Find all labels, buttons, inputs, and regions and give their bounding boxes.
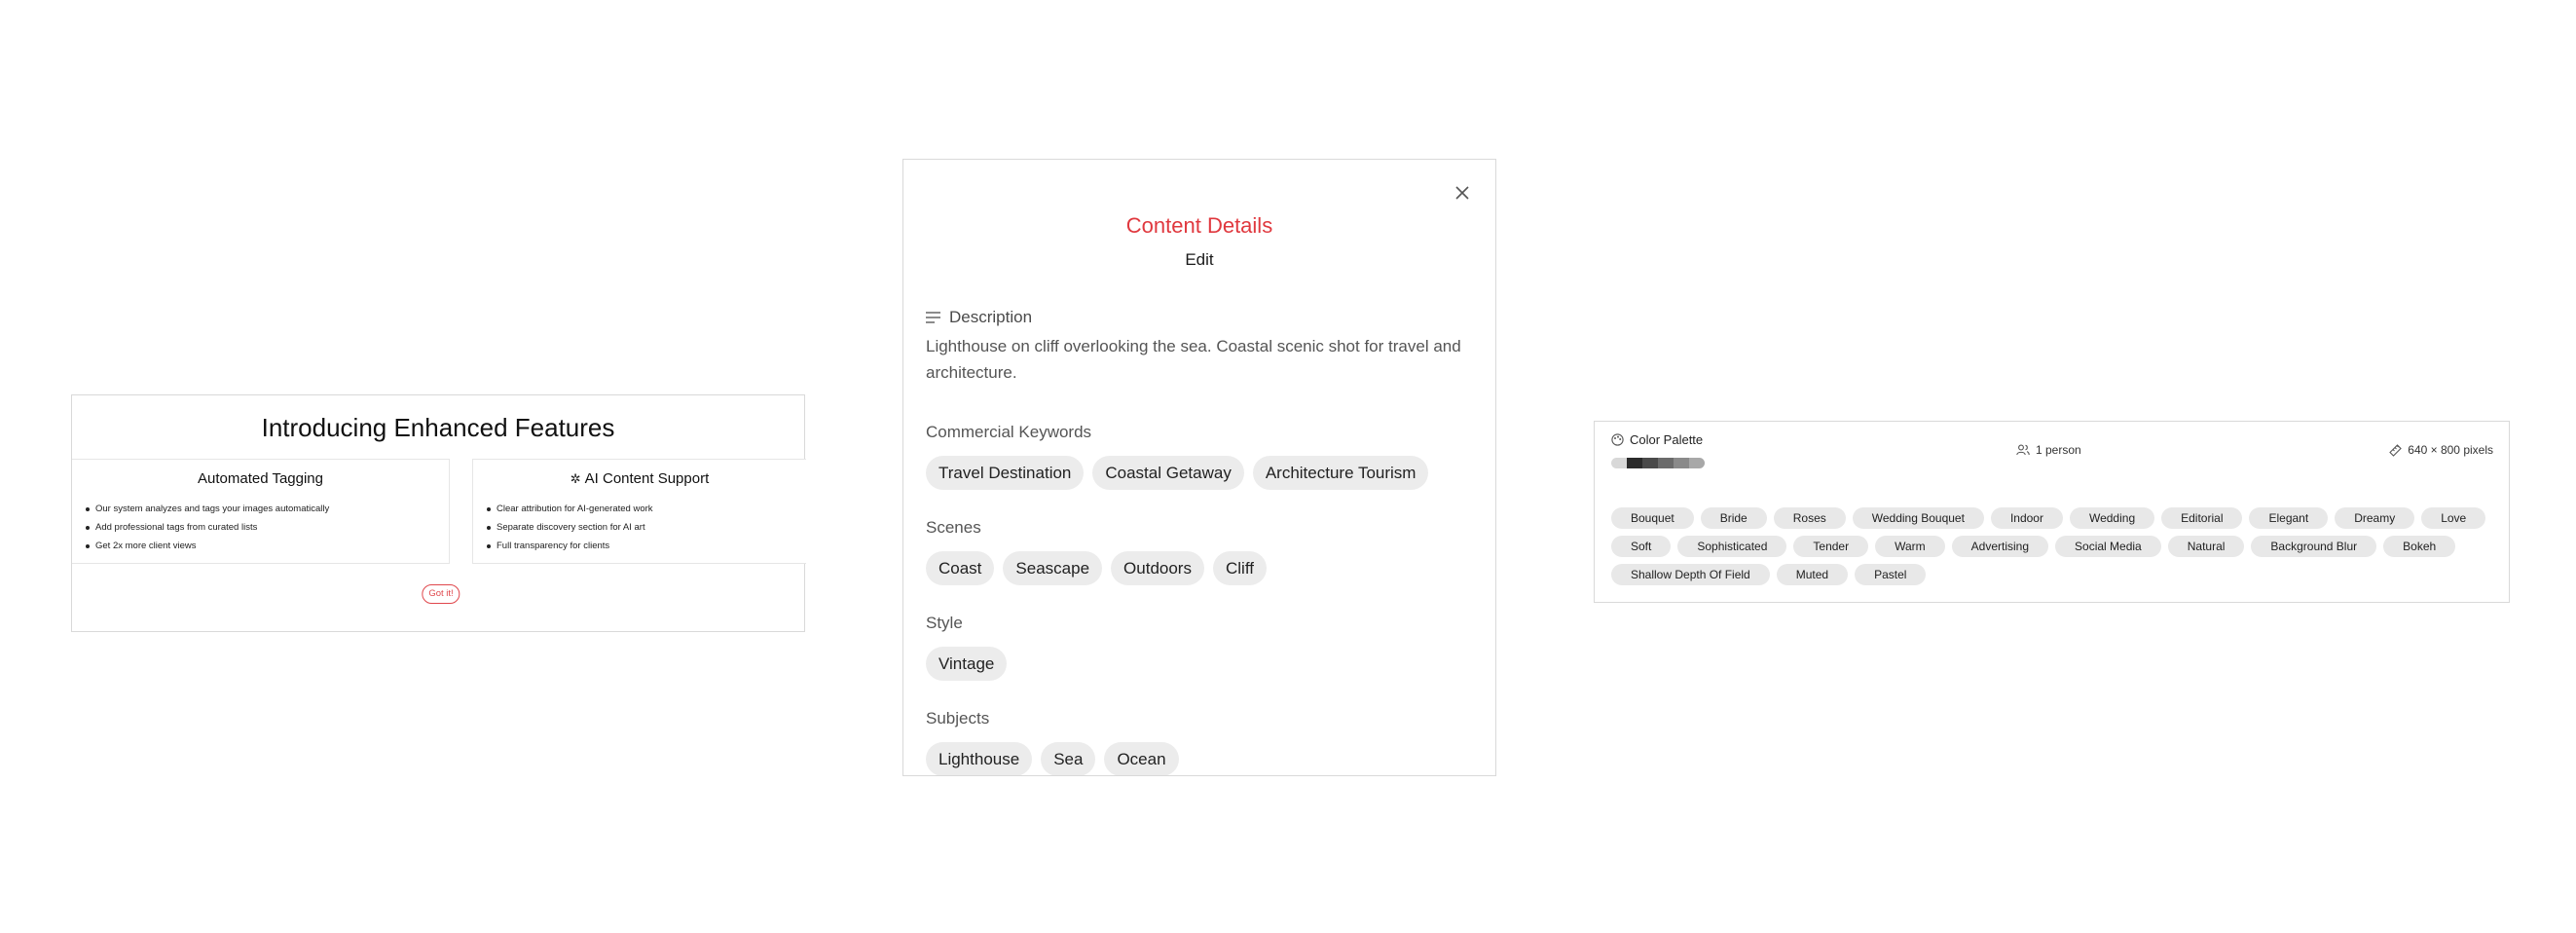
close-icon[interactable] [1454,185,1470,201]
tag-chip[interactable]: Dreamy [2335,507,2414,529]
tag-chip[interactable]: Pastel [1855,564,1926,585]
tag-chip[interactable]: Wedding [2070,507,2154,529]
bullet-icon [487,507,491,511]
feature-card-automated-tagging [72,459,450,564]
keyword-chip[interactable]: Architecture Tourism [1253,456,1429,490]
color-swatch [1689,458,1705,468]
list-item: Full transparency for clients [487,537,653,555]
keyword-chip[interactable]: Travel Destination [926,456,1084,490]
color-swatches [1611,458,1705,468]
style-chip[interactable]: Vintage [926,647,1007,681]
tag-chip[interactable]: Natural [2168,536,2245,557]
tag-chip[interactable]: Social Media [2055,536,2161,557]
image-dimensions: 640 × 800 pixels [2389,443,2493,457]
features-title: Introducing Enhanced Features [261,413,615,442]
tag-chip[interactable]: Advertising [1952,536,2048,557]
tag-chip[interactable]: Elegant [2249,507,2328,529]
chip-row-subjects [926,742,1179,776]
scene-chip[interactable]: Cliff [1213,551,1267,585]
palette-icon [1611,433,1624,446]
tag-chip[interactable]: Editorial [2161,507,2242,529]
scene-chip[interactable]: Seascape [1003,551,1102,585]
section-label-commercial-keywords: Commercial Keywords [926,423,1092,441]
description-header [926,308,1032,327]
color-swatch [1658,458,1674,468]
color-swatch [1674,458,1689,468]
dialog-title: Content Details [1125,213,1273,238]
people-count: 1 person [2016,443,2081,457]
tag-chip[interactable]: Indoor [1991,507,2063,529]
subject-chip[interactable]: Lighthouse [926,742,1032,776]
tag-chip[interactable]: Shallow Depth Of Field [1611,564,1770,585]
bullet-icon [487,544,491,548]
got-it-button[interactable]: Got it! [422,584,460,604]
tag-chip[interactable]: Sophisticated [1677,536,1786,557]
tag-chip[interactable]: Bouquet [1611,507,1694,529]
scene-chip[interactable]: Outdoors [1111,551,1204,585]
subject-chip[interactable]: Ocean [1104,742,1178,776]
tag-chip[interactable]: Background Blur [2251,536,2376,557]
bullet-icon [487,526,491,530]
section-label-scenes: Scenes [926,518,981,537]
bullet-icon [86,544,90,548]
feature-list [86,500,329,555]
color-swatch [1642,458,1658,468]
feature-card-title: AI Content Support [584,470,710,487]
feature-card-ai-content [472,459,806,564]
subject-chip[interactable]: Sea [1041,742,1095,776]
list-item: Separate discovery section for AI art [487,518,653,537]
enhanced-features-dialog [71,394,805,632]
chip-row-style [926,647,1007,681]
tag-chip[interactable]: Soft [1611,536,1671,557]
color-palette-header [1611,432,1703,447]
tag-chip[interactable]: Wedding Bouquet [1853,507,1984,529]
tag-chip[interactable]: Bride [1701,507,1767,529]
chip-row-scenes [926,551,1267,585]
tag-chip[interactable]: Warm [1875,536,1945,557]
image-metadata-panel [1594,421,2510,603]
tag-chip[interactable]: Muted [1777,564,1848,585]
tag-chip[interactable]: Tender [1793,536,1868,557]
tag-chip[interactable]: Roses [1774,507,1846,529]
keyword-chip[interactable]: Coastal Getaway [1092,456,1243,490]
chip-row-commercial-keywords [926,456,1428,490]
tag-chip[interactable]: Love [2421,507,2485,529]
feature-list [487,500,653,555]
content-details-dialog [902,159,1496,776]
bullet-icon [86,507,90,511]
scene-chip[interactable]: Coast [926,551,994,585]
color-swatch [1611,458,1627,468]
list-item: Clear attribution for AI-generated work [487,500,653,518]
sparkle-icon: ✲ [570,471,581,486]
list-item: Add professional tags from curated lists [86,518,329,537]
color-palette-label: Color Palette [1630,432,1704,447]
color-swatch [1627,458,1642,468]
section-label-style: Style [926,614,963,632]
list-item: Our system analyzes and tags your images automatically [86,500,329,518]
feature-card-title: Automated Tagging [198,470,323,487]
tag-chip[interactable]: Bokeh [2383,536,2455,557]
bullet-icon [86,526,90,530]
people-icon [2016,444,2030,456]
section-label-subjects: Subjects [926,709,990,728]
text-lines-icon [926,312,940,323]
description-text: Lighthouse on cliff overlooking the sea. Coastal scenic shot for travel and architecture. [926,337,1461,382]
ruler-icon [2389,444,2402,457]
edit-button[interactable]: Edit [1185,250,1214,269]
tag-list [1611,507,2487,585]
description-label: Description [949,308,1033,326]
list-item: Get 2x more client views [86,537,329,555]
